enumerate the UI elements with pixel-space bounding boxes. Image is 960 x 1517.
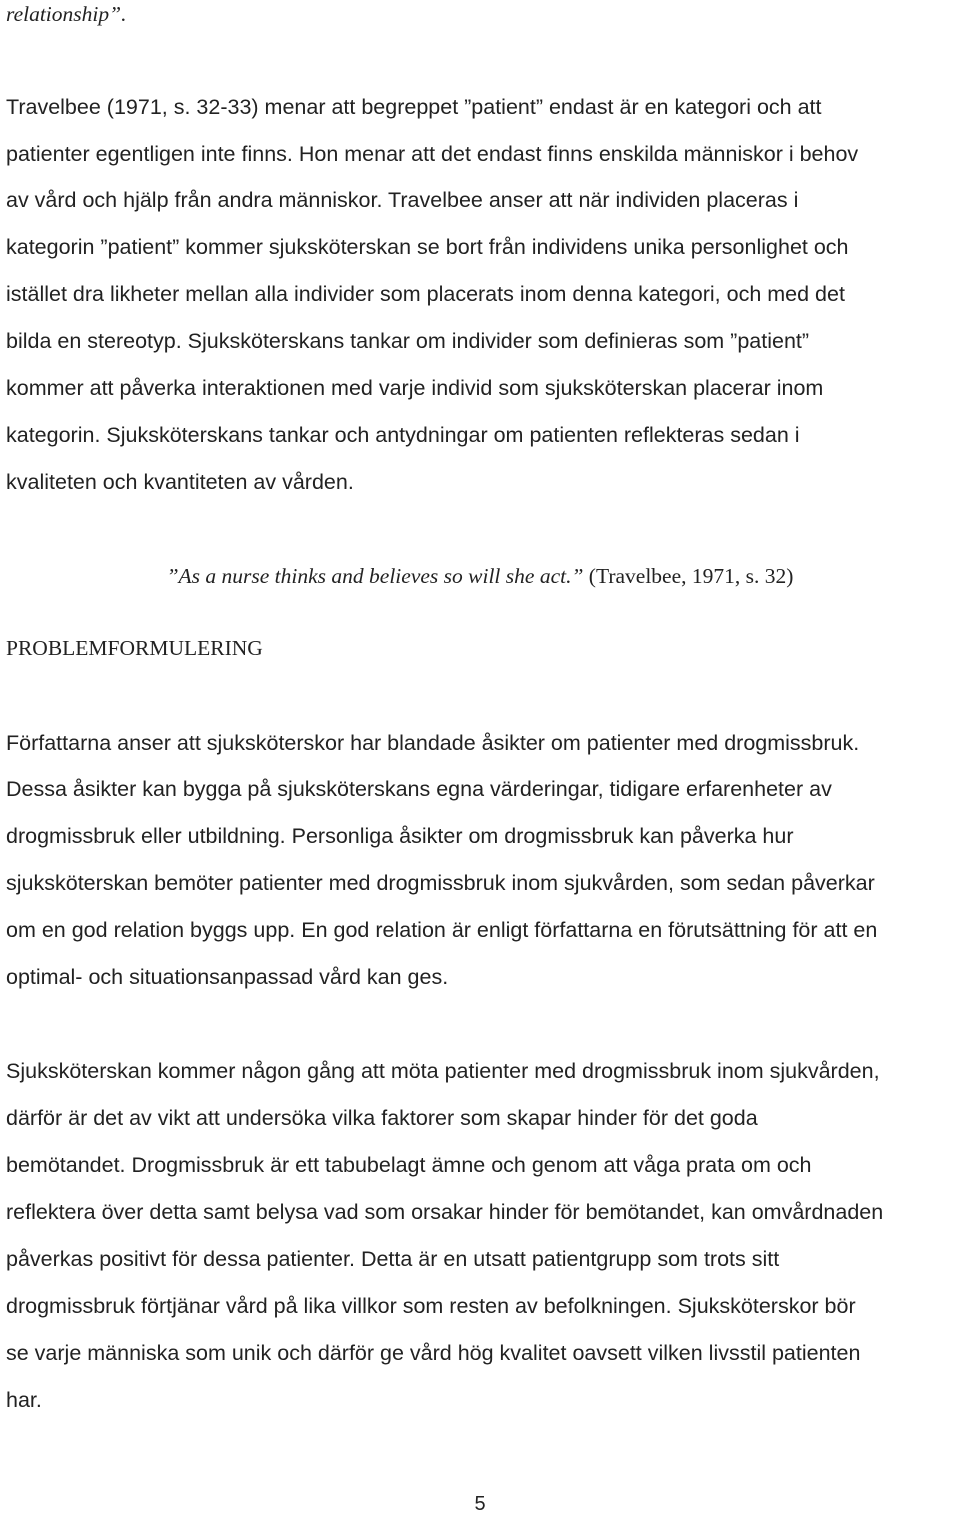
paragraph-line: istället dra likheter mellan alla individer som placerats inom denna kategori, och med det [6, 282, 845, 306]
paragraph-line: kommer att påverka interaktionen med varje individ som sjuksköterskan placerar inom [6, 376, 824, 400]
quote-citation: (Travelbee, 1971, s. 32) [583, 564, 794, 588]
paragraph-line: Sjuksköterskan kommer någon gång att möta patienter med drogmissbruk inom sjukvården, [6, 1059, 880, 1083]
paragraph-line: reflektera över detta samt belysa vad som orsakar hinder för bemötandet, kan omvårdnaden [6, 1200, 884, 1224]
paragraph-line: om en god relation byggs upp. En god relation är enligt författarna en förutsättning för att en [6, 918, 878, 942]
paragraph-line: har. [6, 1388, 42, 1412]
paragraph-line: drogmissbruk eller utbildning. Personliga åsikter om drogmissbruk kan påverka hur [6, 824, 794, 848]
paragraph-line: av vård och hjälp från andra människor. Travelbee anser att när individen placeras i [6, 188, 799, 212]
paragraph-line: bemötandet. Drogmissbruk är ett tabubelagt ämne och genom att våga prata om och [6, 1153, 812, 1177]
block-quote [0, 562, 960, 590]
paragraph-line: kvaliteten och kvantiteten av vården. [6, 470, 354, 494]
paragraph-line: se varje människa som unik och därför ge vård hög kvalitet oavsett vilken livsstil patienten [6, 1341, 861, 1365]
paragraph-line: sjuksköterskan bemöter patienter med drogmissbruk inom sjukvården, som sedan påverkar [6, 871, 875, 895]
paragraph-line: optimal- och situationsanpassad vård kan ges. [6, 965, 449, 989]
paragraph-line: kategorin ”patient” kommer sjuksköterskan se bort från individens unika personlighet och [6, 235, 849, 259]
paragraph-line: Författarna anser att sjuksköterskor har blandade åsikter om patienter med drogmissbruk. [6, 731, 860, 755]
paragraph-line: påverkas positivt för dessa patienter. Detta är en utsatt patientgrupp som trots sitt [6, 1247, 780, 1271]
paragraph-line: Travelbee (1971, s. 32-33) menar att begreppet ”patient” endast är en kategori och att [6, 95, 822, 119]
paragraph-line: kategorin. Sjuksköterskans tankar och antydningar om patienten reflekteras sedan i [6, 423, 800, 447]
quote-text: ”As a nurse thinks and believes so will she act.” [166, 564, 584, 588]
paragraph-line: patienter egentligen inte finns. Hon menar att det endast finns enskilda människor i behov [6, 142, 859, 166]
paragraph-line: Dessa åsikter kan bygga på sjuksköterskans egna värderingar, tidigare erfarenheter av [6, 777, 832, 801]
paragraph-line: bilda en stereotyp. Sjuksköterskans tankar om individer som definieras som ”patient” [6, 329, 810, 353]
page-number: 5 [474, 1493, 486, 1515]
paragraph-line: drogmissbruk förtjänar vård på lika villkor som resten av befolkningen. Sjuksköterskor bör [6, 1294, 856, 1318]
intro-tail-line: relationship”. [6, 2, 127, 26]
section-heading: PROBLEMFORMULERING [6, 636, 263, 660]
paragraph-line: därför är det av vikt att undersöka vilka faktorer som skapar hinder för det goda [6, 1106, 758, 1130]
